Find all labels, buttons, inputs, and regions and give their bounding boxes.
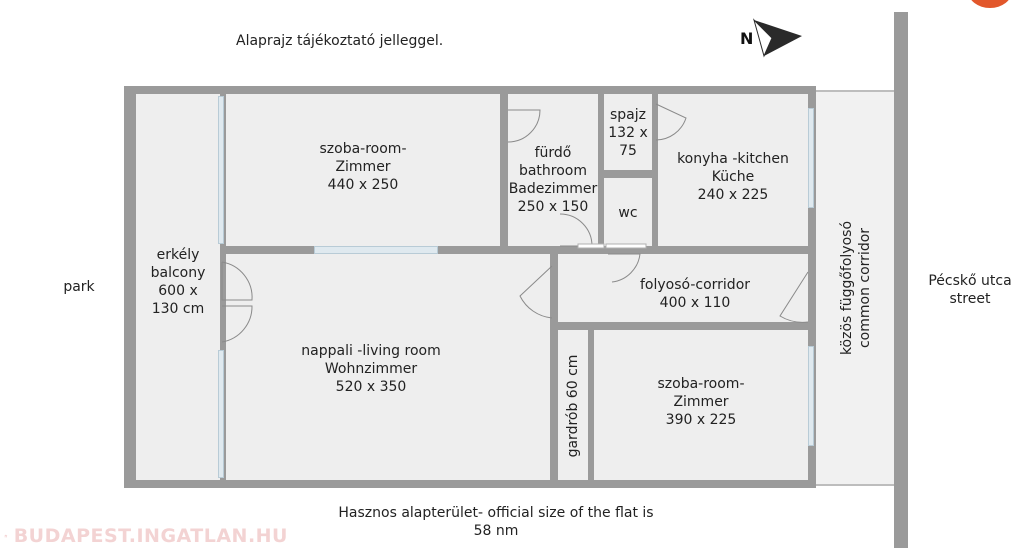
- living-room-label: nappali -living room Wohnzimmer 520 x 350: [301, 343, 441, 395]
- pantry-label: spajz 132 x 75: [608, 107, 648, 159]
- street-label: Pécskő utca street: [928, 273, 1012, 307]
- room2-label: szoba-room- Zimmer 390 x 225: [657, 376, 745, 428]
- house-icon: [4, 523, 8, 549]
- plan-note: Alaprajz tájékoztató jelleggel.: [236, 33, 444, 49]
- watermark-text: BUDAPEST.INGATLAN.HU: [13, 525, 288, 547]
- wardrobe-label: gardrób 60 cm: [565, 354, 581, 458]
- bathroom-label: fürdő bathroom Badezimmer 250 x 150: [508, 145, 598, 215]
- wc-label: wc: [618, 205, 638, 221]
- flat-size-label: Hasznos alapterület- official size of the flat is 58 nm: [338, 505, 654, 539]
- hallway-label: folyosó-corridor 400 x 110: [639, 277, 751, 311]
- room1-label: szoba-room- Zimmer 440 x 250: [319, 141, 407, 193]
- common-corridor-label: közös függőfolyosó common corridor: [839, 220, 873, 356]
- north-label: N: [740, 29, 754, 48]
- watermark-logo: [4, 520, 288, 552]
- kitchen-label: konyha -kitchen Küche 240 x 225: [677, 151, 789, 203]
- balcony-label: erkély balcony 600 x 130 cm: [150, 247, 206, 317]
- park-label: park: [63, 279, 95, 295]
